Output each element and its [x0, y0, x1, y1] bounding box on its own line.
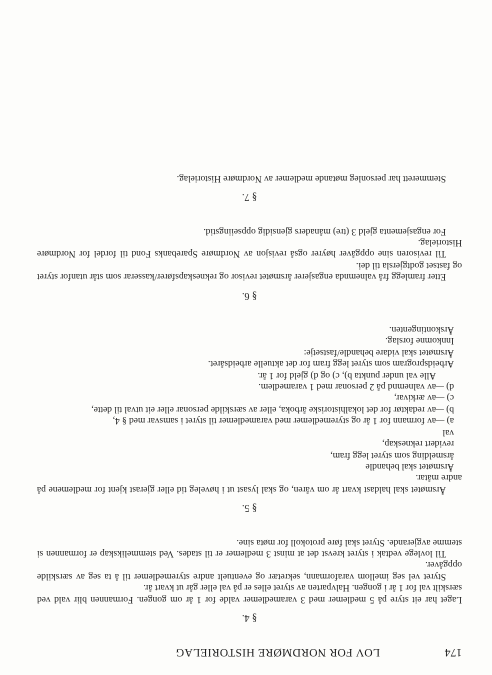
val-c-text: av ærkivar, [394, 392, 436, 403]
section-5-val-b [37, 403, 462, 414]
section-4-heading: § 4. [242, 612, 257, 623]
section-7-heading: § 7. [242, 191, 257, 203]
section-5-val-d [37, 380, 462, 391]
val-d-text: av valnemnd på 2 personar med 1 varamedlem. [258, 381, 436, 392]
page-header [37, 641, 462, 657]
section-4-paragraph-3: Til lovlege vedtak i styret krevst det at minst 3 medlemer er til stades. Ved stemmelikskap er formannen si stemme avgjerande. Styret skal føre protokoll for møta sine. [37, 536, 462, 558]
section-4-paragraph-2: Styret vel seg imellom varaformann, sekretær og eventuelt andre styremedlemer til å ta seg av særskilde oppgåver. [37, 559, 462, 581]
section-5-heading: § 5. [242, 502, 257, 514]
section-5-behandle: Årsmøtet skal behandle [365, 460, 454, 471]
section-5-item: revidert rekneskap, [382, 438, 454, 449]
section-5-val-c [37, 391, 462, 402]
section-6-heading: § 6. [242, 289, 257, 301]
section-6-paragraph-1: Etter framlegg frå valnemnda engasjerer årsmøtet revisor og rekneskapsfører/kasserar som står utanfor styret og fastset godtgjersla til dei. [37, 259, 462, 282]
section-5-item: årsmelding som styret legg fram, [330, 449, 454, 460]
document-body [37, 171, 462, 657]
section-5-alle-val: Alle val under punkta b), c) og d) gjeld for 1 år. [257, 369, 436, 380]
section-5-val-a [37, 414, 462, 425]
val-a-text: av formann for 1 år og styremedlemer med varamedlemer til styret i samsvar med § 4, [112, 415, 436, 426]
section-5-extra-item: Arbeidsprogram som styret legg fram for det aktuelle arbeidsåret. [207, 358, 454, 369]
section-5-extra-item: Innkomne forslag. [385, 335, 454, 346]
val-b-label: b) — [434, 403, 454, 414]
section-5-item: val [442, 426, 454, 437]
page-title: LOV FOR NORDMØRE HISTORIELAG [175, 646, 380, 658]
section-7-paragraph-1: Stemmerett har personleg møtande medlemer av Nordmøre Historielag. [176, 172, 446, 183]
val-a-label: a) — [434, 415, 454, 426]
val-d-label: d) — [434, 381, 454, 392]
val-c-label: c) — [434, 392, 454, 403]
section-5-intro: Årsmøtet skal haldast kvart år om våren, og skal lysast ut i høveleg tid eller gjerast kjent for medlemene på andre måtar. [37, 472, 462, 494]
section-5-extra-item: Årsmøtet skal vidare behandle/fastsetje: [303, 346, 454, 357]
page-number: 174 [444, 646, 462, 658]
section-4-paragraph-1: Laget har eit styre på 5 medlemer med 3 varamedlemer valde for 1 år om gongen. Formannen blir vald ved særskilt val for 1 år i gongen. Halvparten av styret elles er på val eller går ut kvart år. [37, 582, 462, 604]
section-5-extra-item: Årskontingenten. [389, 324, 454, 335]
val-b-text: av redaktør for det lokalhistoriske årboka, eller av særskilde personar eller eit utval til dette, [91, 403, 436, 414]
section-6-paragraph-3: For engasjementa gjeld 3 (tre) månaders gjensidig oppseiingstid. [203, 225, 446, 236]
section-6-paragraph-2: Til revisoren sine oppgåver høyrer også revisjon av Nordmøre Sparebanks Fond til fordel for Nordmøre Historielag. [37, 237, 462, 259]
